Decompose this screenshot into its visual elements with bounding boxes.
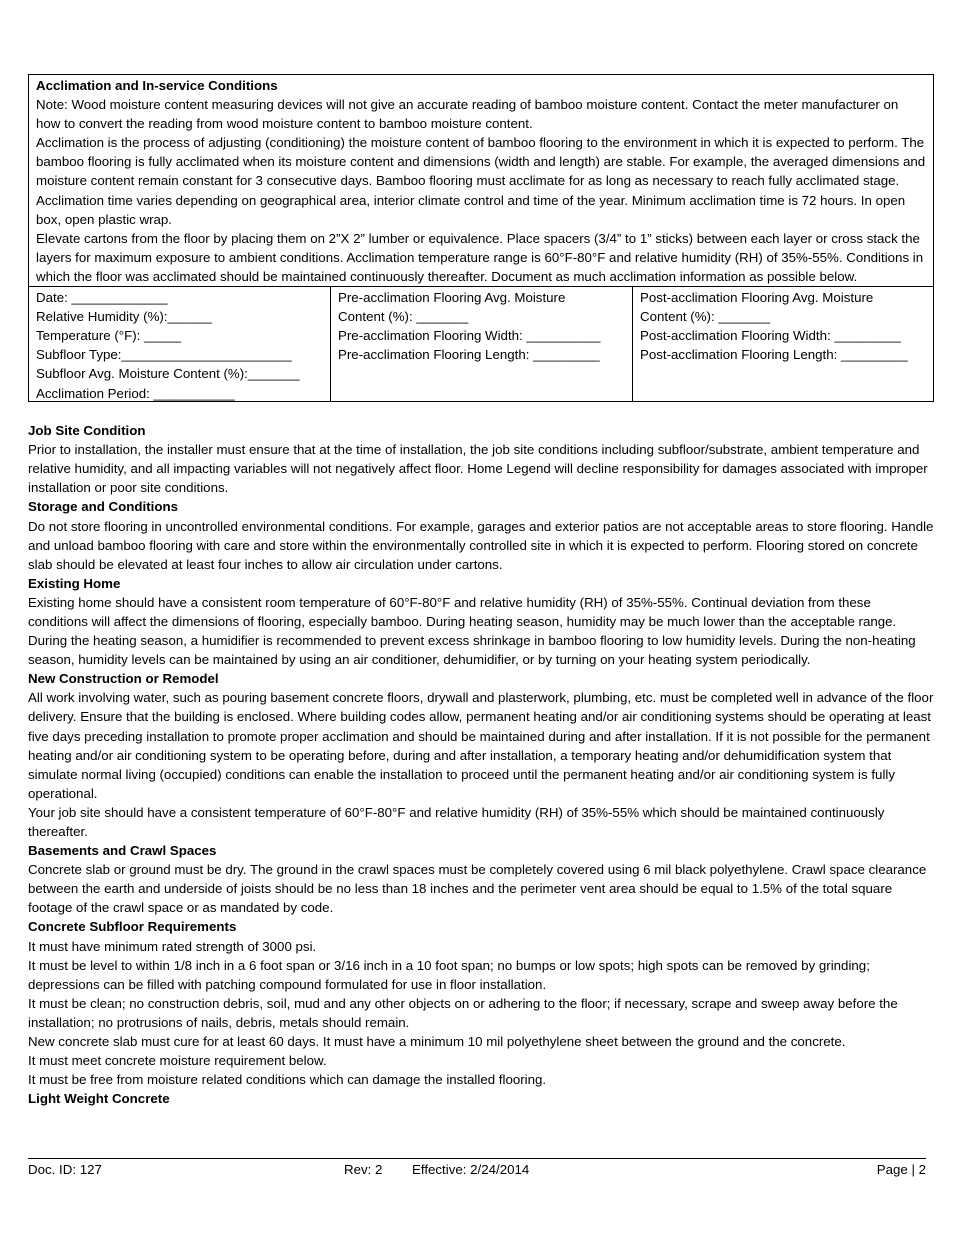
pre-width-field: Pre-acclimation Flooring Width: __________ [338, 328, 601, 344]
temperature-field: Temperature (°F): _____ [36, 328, 181, 344]
existing-home-heading: Existing Home [28, 575, 121, 591]
page-footer [28, 1158, 926, 1177]
doc-id: Doc. ID: 127 [28, 1162, 102, 1177]
acclimation-instructions: Elevate cartons from the floor by placing them on 2”X 2” lumber or equivalence. Place spacers (3/4” to 1” sticks) between each layer or cross stack the layers for maximum exposure to ambient conditions. Acclimation temperature range is 60°F-80°F and relative humidity (RH) of 35%-55%. Conditions in which the floor was acclimated should be maintained continuously thereafter. Document as much acclimation information as possible below. [36, 230, 924, 284]
new-construction-heading: New Construction or Remodel [28, 671, 219, 687]
concrete-line: It must be clean; no construction debris, soil, mud and any other objects on or adhering to the floor; if necessary, scrape and sweep away before the installation; no protrusions of nails, debris, metals should remain. [28, 995, 898, 1030]
concrete-line: New concrete slab must cure for at least 60 days. It must have a minimum 10 mil polyethylene sheet between the ground and the concrete. [28, 1034, 846, 1050]
existing-home-text: Existing home should have a consistent room temperature of 60°F-80°F and relative humidity (RH) of 35%-55%. Continual deviation from these conditions will affect the dimensions of flooring, especially bamboo. During heating season, humidity may be much lower than the acceptable range. During the heating season, a humidifier is recommended to prevent excess shrinkage in bamboo flooring to low humidity levels. During the non-heating season, humidity levels can be maintained by using an air conditioner, dehumidifier, or by turning on your heating system periodically. [28, 594, 916, 668]
new-construction-text: All work involving water, such as pouring basement concrete floors, drywall and plasterwork, plumbing, etc. must be completed well in advance of the floor delivery. Ensure that the building is enclosed. Where building codes allow, permanent heating and/or air conditioning systems should be operating at least five days preceding installation to promote proper acclimation and should be maintained during and after installation. If it is not possible for the permanent heating and/or air conditioning system to be operating before, during and after installation, a temporary heating and/or dehumidification system that simulate normal living (occupied) conditions can enable the installation to proceed until the permanent heating and/or air conditioning system is fully operational. [28, 690, 934, 801]
date-field: Date: _____________ [36, 290, 168, 306]
acclimation-table [28, 74, 934, 402]
document-body [28, 421, 934, 1108]
subfloor-moisture-field: Subfloor Avg. Moisture Content (%):_______ [36, 366, 300, 382]
storage-heading: Storage and Conditions [28, 499, 178, 515]
subfloor-type-field: Subfloor Type:_______________________ [36, 347, 292, 363]
concrete-heading: Concrete Subfloor Requirements [28, 919, 237, 935]
concrete-line: It must meet concrete moisture requirement below. [28, 1053, 327, 1069]
concrete-line: It must be level to within 1/8 inch in a 6 foot span or 3/16 inch in a 10 foot span; no bumps or low spots; high spots can be removed by grinding; depressions can be filled with patching compound formulated for use in floor installation. [28, 957, 870, 992]
pre-moisture-field: Content (%): _______ [338, 309, 469, 325]
post-width-field: Post-acclimation Flooring Width: _________ [640, 328, 901, 344]
basements-text: Concrete slab or ground must be dry. The ground in the crawl spaces must be completely covered using 6 mil black polyethylene. Crawl space clearance between the earth and underside of joists should be no less than 18 inches and the perimeter vent area should be equal to 1.5% of the total square footage of the crawl space or as mandated by code. [28, 862, 927, 916]
light-weight-heading: Light Weight Concrete [28, 1091, 170, 1107]
acclimation-period-field: Acclimation Period: ___________ [36, 385, 235, 401]
job-site-heading: Job Site Condition [28, 423, 146, 439]
post-acclimation-cell [633, 287, 933, 401]
relative-humidity-field: Relative Humidity (%):______ [36, 309, 212, 325]
new-construction-text-2: Your job site should have a consistent temperature of 60°F-80°F and relative humidity (RH) of 35%-55% which should be maintained continuously thereafter. [28, 804, 885, 839]
acclimation-fields [29, 287, 933, 401]
storage-text: Do not store flooring in uncontrolled environmental conditions. For example, garages and exterior patios are not acceptable areas to store flooring. Handle and unload bamboo flooring with care and store within the environmentally controlled site in which it is expected to perform. Flooring stored on concrete slab should be elevated at least four inches to allow air circulation under cartons. [28, 518, 934, 572]
document-page [28, 74, 934, 1108]
page-number: Page | 2 [876, 1162, 926, 1177]
pre-acclimation-cell [331, 287, 633, 401]
concrete-line: It must be free from moisture related conditions which can damage the installed flooring. [28, 1072, 547, 1088]
effective-date: Effective: 2/24/2014 [412, 1162, 530, 1177]
pre-length-field: Pre-acclimation Flooring Length: _________ [338, 347, 600, 363]
pre-moisture-label: Pre-acclimation Flooring Avg. Moisture [338, 290, 566, 306]
acclimation-intro [29, 75, 933, 287]
job-site-text: Prior to installation, the installer must ensure that at the time of installation, the job site conditions including subfloor/substrate, ambient temperature and relative humidity, and all impacting variables will not negatively affect floor. Home Legend will decline responsibility for damages associated with improper installation or poor site conditions. [28, 442, 928, 496]
post-moisture-label: Post-acclimation Flooring Avg. Moisture [640, 290, 874, 306]
post-moisture-field: Content (%): _______ [640, 309, 771, 325]
concrete-line: It must have minimum rated strength of 3000 psi. [28, 938, 317, 954]
acclimation-definition: Acclimation is the process of adjusting (conditioning) the moisture content of bamboo flooring to the environment in which it is expected to perform. The bamboo flooring is fully acclimated when its moisture content and dimensions (width and length) are stable. For example, the averaged dimensions and moisture content remain constant for 3 consecutive days. Bamboo flooring must acclimate for as long as necessary to reach fully acclimated stage. Acclimation time varies depending on geographical area, interior climate control and time of the year. Minimum acclimation time is 72 hours. In open box, open plastic wrap. [36, 135, 926, 227]
basements-heading: Basements and Crawl Spaces [28, 843, 217, 859]
acclimation-heading: Acclimation and In-service Conditions [36, 78, 278, 93]
site-conditions-cell [29, 287, 331, 401]
post-length-field: Post-acclimation Flooring Length: _________ [640, 347, 908, 363]
revision: Rev: 2 [344, 1162, 383, 1177]
acclimation-note: Note: Wood moisture content measuring devices will not give an accurate reading of bamboo moisture content. Contact the meter manufacturer on how to convert the reading from wood moisture content to bamboo moisture content. [36, 97, 899, 132]
